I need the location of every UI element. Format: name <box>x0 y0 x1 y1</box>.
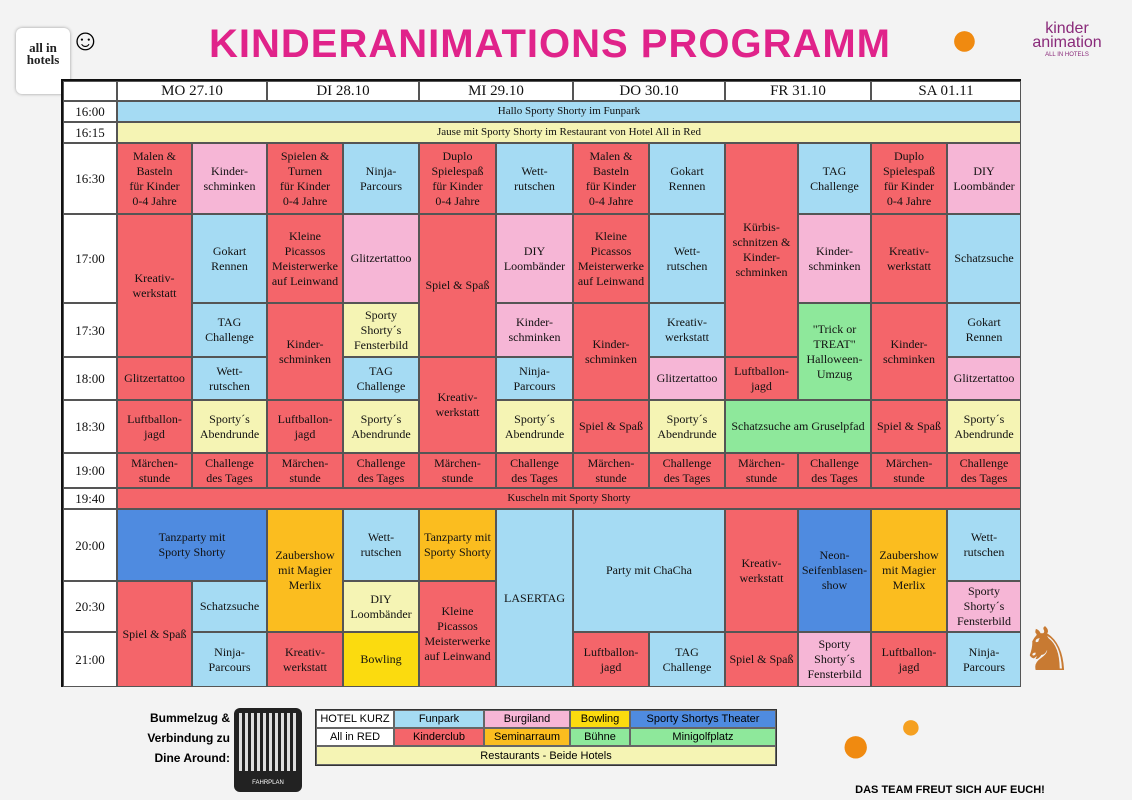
event-do-glitzertattoo: Glitzertattoo <box>649 357 725 400</box>
legend-hotel-kurz: HOTEL KURZ <box>316 710 394 728</box>
event-do-maerchen: Märchen- stunde <box>573 453 649 488</box>
legend-funpark: Funpark <box>394 710 484 728</box>
event-fr-kuerbis: Kürbis- schnitzen & Kinder- schminken <box>725 143 798 357</box>
event-mi-abendrunde: Sporty´s Abendrunde <box>496 400 573 453</box>
event-mi-wettrutschen: Wett- rutschen <box>496 143 573 214</box>
event-mo-kreativwerkstatt: Kreativ- werkstatt <box>117 214 192 357</box>
event-sa-fensterbild: Sporty Shorty´s Fensterbild <box>947 581 1021 632</box>
time-label-1940: 19:40 <box>63 488 117 509</box>
event-mo-tag: TAG Challenge <box>192 303 267 357</box>
event-mo-tanzparty: Tanzparty mit Sporty Shorty <box>117 509 267 581</box>
legend-buehne: Bühne <box>570 728 630 746</box>
pumpkin-small-icon: ● <box>900 706 922 746</box>
time-label-1830: 18:30 <box>63 400 117 453</box>
event-sa-challenge: Challenge des Tages <box>947 453 1021 488</box>
event-mi-kinderschminken: Kinder- schminken <box>496 303 573 357</box>
qr-pattern <box>239 713 297 771</box>
corner-cell <box>63 81 117 101</box>
event-do-spiel: Spiel & Spaß <box>573 400 649 453</box>
legend-restaurants: Restaurants - Beide Hotels <box>316 746 776 765</box>
event-di-kreativwerkstatt: Kreativ- werkstatt <box>267 632 343 687</box>
kinder-animation-logo <box>1022 22 1112 58</box>
lion-mascot-icon: ♞ <box>1020 617 1074 683</box>
event-mi-kreativwerkstatt: Kreativ- werkstatt <box>419 357 496 453</box>
day-header-fr: FR 31.10 <box>725 81 871 101</box>
mummy-icon: ☺ <box>70 24 101 57</box>
logo-left-text: all in hotels <box>26 40 60 67</box>
event-sa-luftballon: Luftballon- jagd <box>871 632 947 687</box>
event-do-kreativwerkstatt: Kreativ- werkstatt <box>649 303 725 357</box>
event-fr-kreativwerkstatt: Kreativ- werkstatt <box>725 509 798 632</box>
event-di-bowling: Bowling <box>343 632 419 687</box>
legend-kinderclub: Kinderclub <box>394 728 484 746</box>
event-mi-duplo: Duplo Spielespaß für Kinder 0-4 Jahre <box>419 143 496 214</box>
event-mo-challenge: Challenge des Tages <box>192 453 267 488</box>
event-sa-spiel: Spiel & Spaß <box>871 400 947 453</box>
legend-minigolf: Minigolfplatz <box>630 728 776 746</box>
pumpkin-icon: ● <box>950 13 979 66</box>
event-di-ninja: Ninja- Parcours <box>343 143 419 214</box>
logo-right-sub: ALL IN HOTELS <box>1045 52 1089 58</box>
event-di-kinderschminken: Kinder- schminken <box>267 303 343 400</box>
event-mo-kinderschminken: Kinder- schminken <box>192 143 267 214</box>
event-mo-maerchen: Märchen- stunde <box>117 453 192 488</box>
event-mo-ninja: Ninja- Parcours <box>192 632 267 687</box>
time-label-1900: 19:00 <box>63 453 117 488</box>
event-do-wettrutschen: Wett- rutschen <box>649 214 725 303</box>
event-do-luftballon: Luftballon- jagd <box>573 632 649 687</box>
event-fr-tag: TAG Challenge <box>798 143 871 214</box>
banner-jause: Jause mit Sporty Shorty im Restaurant von Hotel All in Red <box>117 122 1021 143</box>
event-do-picassos: Kleine Picassos Meisterwerke auf Leinwand <box>573 214 649 303</box>
event-mi-spiel: Spiel & Spaß <box>419 214 496 357</box>
location-legend <box>315 709 777 766</box>
event-fr-seifenblasen: Neon- Seifenblasen- show <box>798 509 871 632</box>
page-title: KINDERANIMATIONS PROGRAMM <box>208 22 891 66</box>
event-mo-glitzertattoo: Glitzertattoo <box>117 357 192 400</box>
time-label-1800: 18:00 <box>63 357 117 400</box>
event-sa-loombaender: DIY Loombänder <box>947 143 1021 214</box>
logo-right-text: kinder animation <box>1032 20 1102 51</box>
event-mi-maerchen: Märchen- stunde <box>419 453 496 488</box>
time-label-1700: 17:00 <box>63 214 117 303</box>
event-fr-spiel: Spiel & Spaß <box>725 632 798 687</box>
event-di-luftballon: Luftballon- jagd <box>267 400 343 453</box>
legend-theater: Sporty Shortys Theater <box>630 710 776 728</box>
time-label-1730: 17:30 <box>63 303 117 357</box>
event-mo-malen: Malen & Basteln für Kinder 0-4 Jahre <box>117 143 192 214</box>
train-connection-label: Bummelzug & Verbindung zu Dine Around: <box>147 711 230 765</box>
day-header-do: DO 30.10 <box>573 81 725 101</box>
event-fr-fensterbild: Sporty Shorty´s Fensterbild <box>798 632 871 687</box>
event-mi-tanzparty: Tanzparty mit Sporty Shorty <box>419 509 496 581</box>
event-di-abendrunde: Sporty´s Abendrunde <box>343 400 419 453</box>
legend-burgiland: Burgiland <box>484 710 570 728</box>
event-mi-lasertag: LASERTAG <box>496 509 573 687</box>
day-header-mi: MI 29.10 <box>419 81 573 101</box>
event-do-party-chacha: Party mit ChaCha <box>573 509 725 632</box>
footer-text: DAS TEAM FREUT SICH AUF EUCH! <box>855 784 1045 796</box>
event-mi-loombaender: DIY Loombänder <box>496 214 573 303</box>
event-sa-wettrutschen: Wett- rutschen <box>947 509 1021 581</box>
banner-kuscheln: Kuscheln mit Sporty Shorty <box>117 488 1021 509</box>
event-sa-zaubershow: Zaubershow mit Magier Merlix <box>871 509 947 632</box>
event-do-kinderschminken: Kinder- schminken <box>573 303 649 400</box>
event-do-challenge: Challenge des Tages <box>649 453 725 488</box>
event-fr-maerchen: Märchen- stunde <box>725 453 798 488</box>
day-header-sa: SA 01.11 <box>871 81 1021 101</box>
day-header-mo: MO 27.10 <box>117 81 267 101</box>
event-di-challenge: Challenge des Tages <box>343 453 419 488</box>
time-label-2030: 20:30 <box>63 581 117 632</box>
banner-funpark: Hallo Sporty Shorty im Funpark <box>117 101 1021 122</box>
event-fr-kinderschminken: Kinder- schminken <box>798 214 871 303</box>
schedule-grid <box>61 79 1021 687</box>
event-mo-abendrunde: Sporty´s Abendrunde <box>192 400 267 453</box>
event-sa-abendrunde: Sporty´s Abendrunde <box>947 400 1021 453</box>
event-mo-schatzsuche: Schatzsuche <box>192 581 267 632</box>
event-do-malen: Malen & Basteln für Kinder 0-4 Jahre <box>573 143 649 214</box>
time-label-1615: 16:15 <box>63 122 117 143</box>
event-sa-duplo: Duplo Spielespaß für Kinder 0-4 Jahre <box>871 143 947 214</box>
pumpkins-icon: ● <box>840 717 872 774</box>
legend-all-in-red: All in RED <box>316 728 394 746</box>
event-fr-halloween: "Trick or TREAT" Halloween- Umzug <box>798 303 871 400</box>
event-mi-picassos: Kleine Picassos Meisterwerke auf Leinwand <box>419 581 496 687</box>
event-di-turnen: Spielen & Turnen für Kinder 0-4 Jahre <box>267 143 343 214</box>
event-sa-schatzsuche: Schatzsuche <box>947 214 1021 303</box>
event-sa-kinderschminken: Kinder- schminken <box>871 303 947 400</box>
event-mo-spiel: Spiel & Spaß <box>117 581 192 687</box>
event-do-gokart: Gokart Rennen <box>649 143 725 214</box>
event-sa-glitzertattoo: Glitzertattoo <box>947 357 1021 400</box>
event-di-zaubershow: Zaubershow mit Magier Merlix <box>267 509 343 632</box>
event-mo-wettrutschen: Wett- rutschen <box>192 357 267 400</box>
event-fr-challenge: Challenge des Tages <box>798 453 871 488</box>
day-header-di: DI 28.10 <box>267 81 419 101</box>
time-label-2100: 21:00 <box>63 632 117 687</box>
time-label-1600: 16:00 <box>63 101 117 122</box>
time-label-1630: 16:30 <box>63 143 117 214</box>
qr-label: FAHRPLAN <box>252 780 284 786</box>
event-di-tag: TAG Challenge <box>343 357 419 400</box>
event-sa-kreativwerkstatt: Kreativ- werkstatt <box>871 214 947 303</box>
event-di-maerchen: Märchen- stunde <box>267 453 343 488</box>
qr-code[interactable] <box>234 708 302 792</box>
event-fr-gruselpfad: Schatzsuche am Gruselpfad <box>725 400 871 453</box>
event-di-fensterbild: Sporty Shorty´s Fensterbild <box>343 303 419 357</box>
event-mi-ninja: Ninja- Parcours <box>496 357 573 400</box>
time-label-2000: 20:00 <box>63 509 117 581</box>
event-sa-maerchen: Märchen- stunde <box>871 453 947 488</box>
legend-bowling: Bowling <box>570 710 630 728</box>
event-mo-gokart: Gokart Rennen <box>192 214 267 303</box>
event-do-tag: TAG Challenge <box>649 632 725 687</box>
event-fr-luftballon: Luftballon- jagd <box>725 357 798 400</box>
event-mo-luftballon: Luftballon- jagd <box>117 400 192 453</box>
legend-seminarraum: Seminarraum <box>484 728 570 746</box>
event-sa-ninja: Ninja- Parcours <box>947 632 1021 687</box>
event-di-glitzertattoo: Glitzertattoo <box>343 214 419 303</box>
event-do-abendrunde: Sporty´s Abendrunde <box>649 400 725 453</box>
event-sa-gokart: Gokart Rennen <box>947 303 1021 357</box>
event-di-picassos: Kleine Picassos Meisterwerke auf Leinwand <box>267 214 343 303</box>
event-di-loombaender: DIY Loombänder <box>343 581 419 632</box>
event-mi-challenge: Challenge des Tages <box>496 453 573 488</box>
event-di-wettrutschen: Wett- rutschen <box>343 509 419 581</box>
